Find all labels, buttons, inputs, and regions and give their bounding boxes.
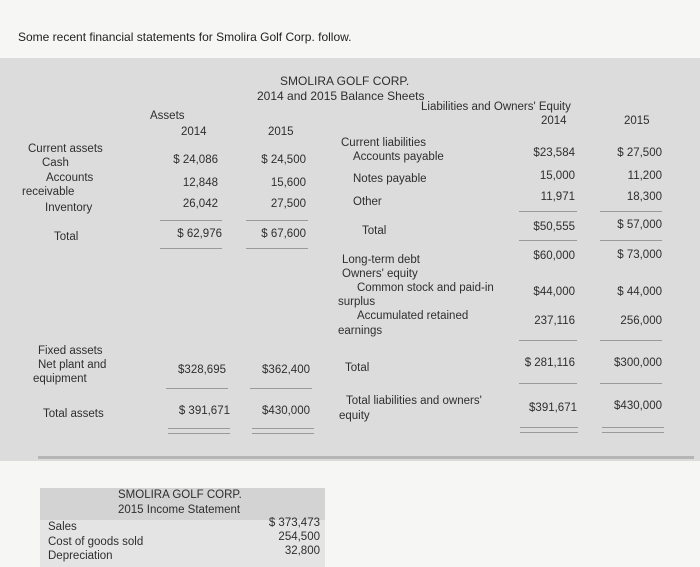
liab-header: Liabilities and Owners' Equity [421,101,571,113]
total-assets-label: Total assets [43,408,104,420]
ltd-2015: $ 73,000 [617,249,662,261]
year-2015-assets: 2015 [268,126,294,138]
stock-2015: $ 44,000 [617,286,662,298]
np-label: Notes payable [353,173,427,185]
section-separator [38,456,694,459]
ca-total-2015: $ 67,600 [261,228,306,240]
total-assets-2015: $430,000 [262,405,310,417]
re-2015: 256,000 [620,315,662,327]
ca-total-2014: $ 62,976 [177,228,222,240]
ar-2015: 15,600 [270,177,306,189]
tle-label-1: Total liabilities and owners' [346,395,482,407]
sales-label: Sales [48,521,77,533]
bs-subtitle: 2014 and 2015 Balance Sheets [257,89,425,103]
cash-2014: $ 24,086 [173,154,218,166]
ppe-2015: $362,400 [262,364,310,376]
fixed-assets-heading: Fixed assets [38,345,103,357]
current-assets-heading: Current assets [28,143,103,155]
tle-2014: $391,671 [529,402,577,414]
stock-2014: $44,000 [533,286,575,298]
cl-total-2015: $ 57,000 [617,219,662,231]
year-2014-assets: 2014 [181,126,207,138]
tle-label-2: equity [339,410,370,422]
ca-total-label: Total [54,231,79,243]
np-2015: 11,200 [627,170,662,182]
ap-2015: $ 27,500 [617,147,662,159]
other-label: Other [353,196,382,208]
ppe-label-2: equipment [33,373,87,385]
ar-label-2: receivable [22,186,75,198]
sales-value: $ 373,473 [268,517,320,529]
ppe-2014: $328,695 [178,364,226,376]
other-2014: 11,971 [540,191,575,203]
np-2014: 15,000 [539,170,575,182]
stock-label-1: Common stock and paid-in [357,282,494,294]
ar-2014: 12,848 [182,177,218,189]
other-2015: 18,300 [626,191,662,203]
inventory-2015: 27,500 [270,198,306,210]
ar-label-1: Accounts [46,172,94,184]
ap-2014: $23,584 [533,147,575,159]
stock-label-2: surplus [338,296,376,308]
ppe-label-1: Net plant and [38,359,107,371]
inventory-label: Inventory [45,202,93,214]
oe-total-2015: $300,000 [614,357,662,369]
cl-total-label: Total [362,225,387,237]
tle-2015: $430,000 [614,400,662,412]
dep-label: Depreciation [48,550,113,562]
assets-header: Assets [150,110,185,122]
oe-total-2014: $ 281,116 [524,357,575,369]
ltd-label: Long-term debt [342,254,420,266]
total-assets-2014: $ 391,671 [178,405,230,417]
cogs-label: Cost of goods sold [48,536,144,548]
is-company: SMOLIRA GOLF CORP. [118,489,242,501]
cogs-value: 254,500 [278,531,320,543]
ltd-2014: $60,000 [533,250,575,262]
ap-label: Accounts payable [353,151,444,163]
dep-value: 32,800 [284,545,320,557]
cl-total-2014: $50,555 [533,221,575,233]
oe-total-label: Total [345,362,370,374]
year-2014-liab: 2014 [541,115,567,127]
inventory-2014: 26,042 [182,198,218,210]
owners-equity-heading: Owners' equity [342,268,418,280]
current-liab-heading: Current liabilities [341,137,427,149]
re-2014: 237,116 [534,315,575,327]
cash-label: Cash [42,157,69,169]
bs-company: SMOLIRA GOLF CORP. [280,74,410,88]
re-label-1: Accumulated retained [357,310,469,322]
is-subtitle: 2015 Income Statement [118,504,241,516]
re-label-2: earnings [338,325,383,337]
cash-2015: $ 24,500 [261,154,306,166]
intro-text: Some recent financial statements for Smolira Golf Corp. follow. [18,30,352,44]
year-2015-liab: 2015 [624,115,650,127]
